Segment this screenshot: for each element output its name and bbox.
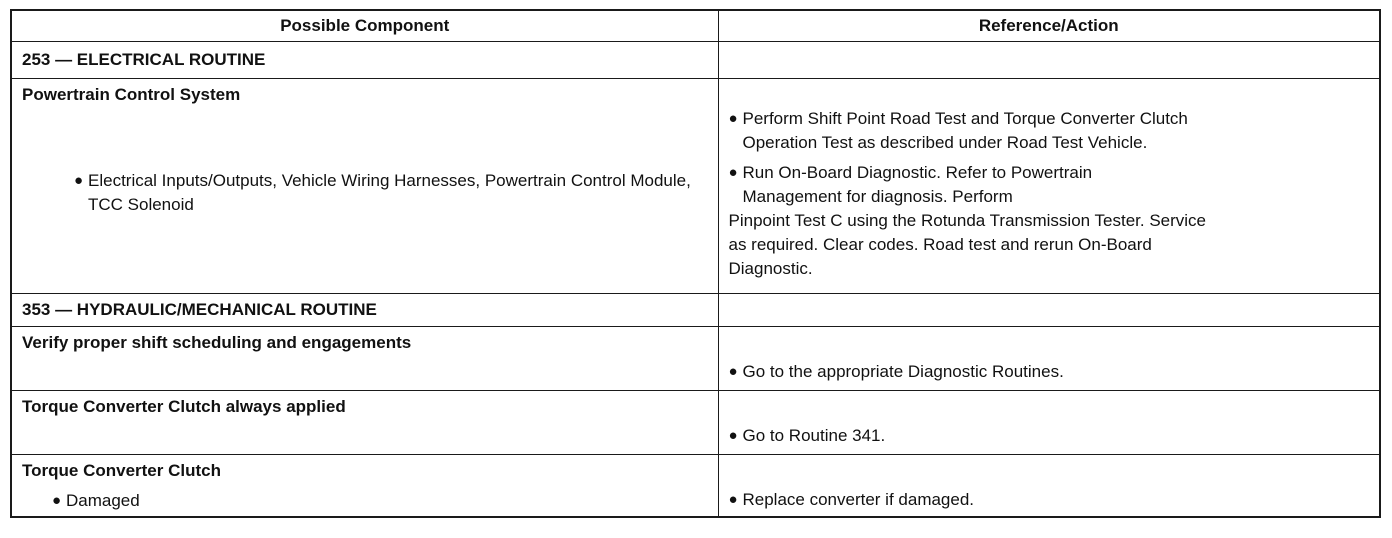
action-cell bbox=[718, 455, 1380, 517]
bullet-icon: ● bbox=[728, 491, 738, 508]
list-item bbox=[729, 360, 1370, 384]
header-row bbox=[11, 10, 1380, 42]
table-row bbox=[11, 42, 1380, 79]
bullet-icon: ● bbox=[728, 164, 738, 181]
table-row bbox=[11, 327, 1380, 391]
list-item bbox=[74, 169, 708, 217]
table-row bbox=[11, 79, 1380, 294]
action-text: Management for diagnosis. Perform bbox=[742, 187, 1013, 206]
action-text: as required. Clear codes. Road test and rerun On-Board bbox=[728, 235, 1152, 254]
component-cell bbox=[11, 455, 718, 517]
action-text: Pinpoint Test C using the Rotunda Transmission Tester. Service bbox=[728, 211, 1207, 230]
table-row bbox=[11, 455, 1380, 517]
list-item bbox=[729, 107, 1370, 155]
routine-253-title: 253 — ELECTRICAL ROUTINE bbox=[11, 42, 718, 79]
bullet-icon: ● bbox=[728, 110, 738, 127]
list-item bbox=[52, 489, 708, 513]
action-text: Perform Shift Point Road Test and Torque Converter Clutch bbox=[742, 109, 1188, 128]
action-text: Diagnostic. bbox=[728, 259, 813, 278]
table-row bbox=[11, 294, 1380, 327]
powertrain-control-title: Powertrain Control System bbox=[22, 85, 241, 104]
table-row bbox=[11, 391, 1380, 455]
action-text: Go to the appropriate Diagnostic Routines. bbox=[742, 362, 1064, 381]
action-cell bbox=[718, 391, 1380, 455]
routine-353-title: 353 — HYDRAULIC/MECHANICAL ROUTINE bbox=[11, 294, 718, 327]
bullet-icon: ● bbox=[728, 363, 738, 380]
tcc-title: Torque Converter Clutch bbox=[22, 461, 221, 480]
component-bullet-text: Damaged bbox=[66, 491, 140, 510]
list-item bbox=[729, 161, 1370, 209]
list-item bbox=[729, 424, 1370, 448]
action-text: Replace converter if damaged. bbox=[742, 490, 975, 509]
header-possible-component: Possible Component bbox=[11, 10, 718, 42]
list-item bbox=[729, 488, 1370, 512]
empty-cell bbox=[718, 294, 1380, 327]
action-cell bbox=[718, 327, 1380, 391]
empty-cell bbox=[718, 42, 1380, 79]
tcc-applied-title: Torque Converter Clutch always applied bbox=[11, 391, 718, 455]
component-bullet-text: Electrical Inputs/Outputs, Vehicle Wiring Harnesses, Powertrain Control Module, TCC Solenoid bbox=[88, 171, 691, 214]
header-reference-action: Reference/Action bbox=[718, 10, 1380, 42]
action-text: Run On-Board Diagnostic. Refer to Powertrain bbox=[742, 163, 1093, 182]
action-text: Operation Test as described under Road Test Vehicle. bbox=[742, 133, 1148, 152]
component-cell bbox=[11, 79, 718, 294]
diagnostic-table bbox=[10, 9, 1381, 518]
bullet-icon: ● bbox=[728, 427, 738, 444]
shift-scheduling-title: Verify proper shift scheduling and engagements bbox=[11, 327, 718, 391]
bullet-icon: ● bbox=[52, 492, 62, 509]
action-text: Go to Routine 341. bbox=[742, 426, 886, 445]
action-cell bbox=[718, 79, 1380, 294]
bullet-icon: ● bbox=[74, 172, 84, 189]
